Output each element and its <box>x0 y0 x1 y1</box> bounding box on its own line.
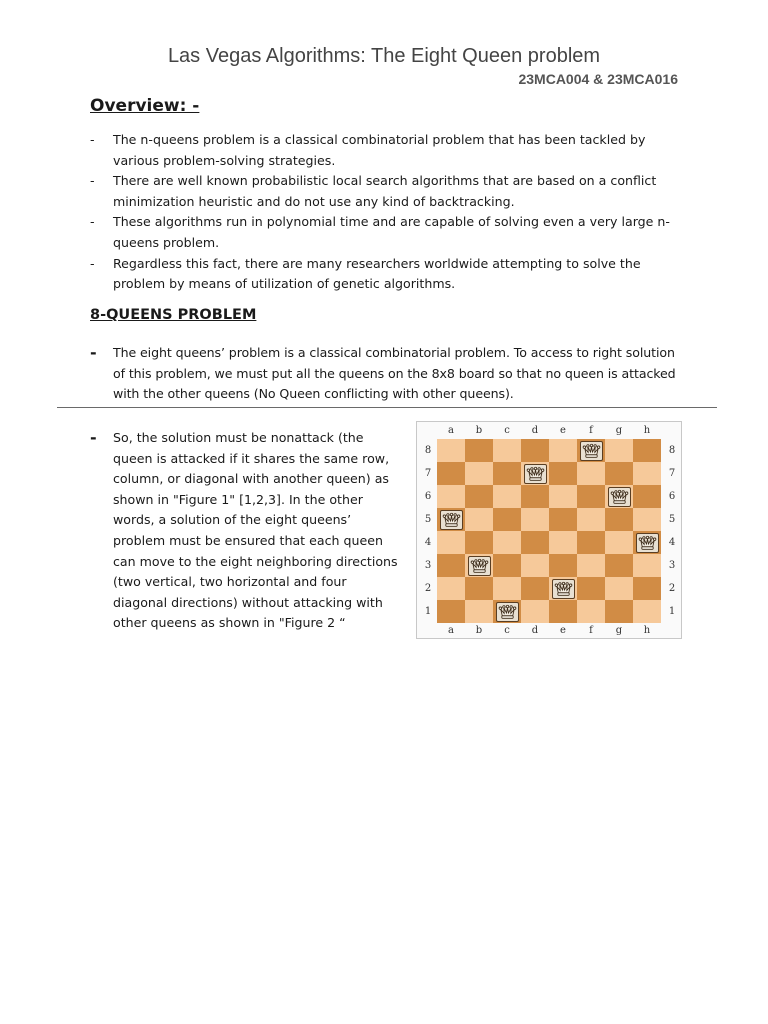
board-square-b2 <box>465 577 493 600</box>
board-square-d4 <box>521 531 549 554</box>
queen-icon <box>636 533 659 553</box>
rank-label: 1 <box>668 606 676 617</box>
board-square-a3 <box>437 554 465 577</box>
rank-label: 1 <box>424 606 432 617</box>
board-square-e3 <box>549 554 577 577</box>
list-item <box>90 171 690 212</box>
queen-icon <box>496 602 519 622</box>
file-label: b <box>475 625 483 636</box>
board-square-f8 <box>577 439 605 462</box>
board-square-c6 <box>493 485 521 508</box>
board-square-d3 <box>521 554 549 577</box>
rank-label: 3 <box>424 560 432 571</box>
board-square-f6 <box>577 485 605 508</box>
list-item-text: The eight queens’ problem is a classical combinatorial problem. To access to right solution of this problem, we must put all the queens on the 8x8 board so that no queen is attacked with the other queens (No Queen conflicting with other queens). <box>113 345 676 402</box>
file-label: e <box>560 625 566 636</box>
board-square-d1 <box>521 600 549 623</box>
board-square-c8 <box>493 439 521 462</box>
bullet-marker: - <box>90 255 95 271</box>
board-square-d2 <box>521 577 549 600</box>
queen-icon <box>580 441 603 461</box>
board-square-c7 <box>493 462 521 485</box>
board-square-f5 <box>577 508 605 531</box>
list-item <box>90 428 402 634</box>
board-square-f3 <box>577 554 605 577</box>
board-square-b3 <box>465 554 493 577</box>
rank-label: 4 <box>668 537 676 548</box>
queens-problem-heading: 8-QUEENS PROBLEM <box>90 307 257 323</box>
queen-icon <box>552 579 575 599</box>
chessboard <box>437 439 661 623</box>
board-square-h2 <box>633 577 661 600</box>
list-item <box>90 254 690 295</box>
queen-icon <box>440 510 463 530</box>
list-item-text: The n-queens problem is a classical combinatorial problem that has been tackled by various problem-solving strategies. <box>113 132 646 168</box>
overview-heading: Overview: - <box>90 96 200 116</box>
queen-icon <box>608 487 631 507</box>
queen-icon <box>468 556 491 576</box>
rank-label: 8 <box>668 445 676 456</box>
chessboard-figure <box>416 421 682 639</box>
board-square-h1 <box>633 600 661 623</box>
board-square-d8 <box>521 439 549 462</box>
board-square-e6 <box>549 485 577 508</box>
list-item-text: Regardless this fact, there are many researchers worldwide attempting to solve the problem by means of utilization of genetic algorithms. <box>113 255 641 292</box>
board-square-e7 <box>549 462 577 485</box>
board-square-e5 <box>549 508 577 531</box>
board-square-g6 <box>605 485 633 508</box>
board-square-c2 <box>493 577 521 600</box>
board-square-b5 <box>465 508 493 531</box>
rank-label: 4 <box>424 537 432 548</box>
bullet-marker: - <box>90 132 95 147</box>
rank-label: 2 <box>668 583 676 594</box>
board-square-g7 <box>605 462 633 485</box>
bullet-marker: - <box>90 428 97 447</box>
rank-label: 6 <box>668 491 676 502</box>
board-square-b6 <box>465 485 493 508</box>
rank-label: 5 <box>424 514 432 525</box>
board-square-c4 <box>493 531 521 554</box>
rank-labels-right <box>664 439 680 623</box>
file-label: d <box>531 625 539 636</box>
list-item-text: So, the solution must be nonattack (the queen is attacked if it shares the same row, column, or diagonal with another queen) as shown in "Figure 1" [1,2,3]. In the other words, a solution of the eight queens’ problem must be ensured that each queen can move to the eight neighboring directions (two vertical, two horizontal and four diagonal directions) without attacking with other queens as shown in "Figure 2 “ <box>113 430 398 631</box>
board-square-a4 <box>437 531 465 554</box>
board-square-b1 <box>465 600 493 623</box>
board-square-e1 <box>549 600 577 623</box>
file-label: h <box>643 625 651 636</box>
board-square-a1 <box>437 600 465 623</box>
file-labels-top <box>437 425 661 436</box>
board-square-c3 <box>493 554 521 577</box>
bullet-marker: - <box>90 343 97 362</box>
board-square-d7 <box>521 462 549 485</box>
board-square-a6 <box>437 485 465 508</box>
list-item <box>90 212 690 253</box>
file-label: f <box>589 625 593 636</box>
file-labels-bottom <box>437 625 661 636</box>
file-label: b <box>475 425 483 436</box>
board-square-c5 <box>493 508 521 531</box>
board-square-d5 <box>521 508 549 531</box>
file-label: c <box>504 625 510 636</box>
solution-list <box>90 428 402 634</box>
list-item <box>90 130 690 171</box>
board-square-g8 <box>605 439 633 462</box>
queens-problem-list <box>90 343 680 405</box>
board-square-f1 <box>577 600 605 623</box>
file-label: e <box>560 425 566 436</box>
rank-label: 7 <box>668 468 676 479</box>
board-square-f4 <box>577 531 605 554</box>
board-square-h4 <box>633 531 661 554</box>
file-label: c <box>504 425 510 436</box>
board-square-g2 <box>605 577 633 600</box>
rank-labels-left <box>420 439 436 623</box>
board-square-b4 <box>465 531 493 554</box>
rank-label: 7 <box>424 468 432 479</box>
board-square-e2 <box>549 577 577 600</box>
queen-icon <box>524 464 547 484</box>
board-square-b8 <box>465 439 493 462</box>
board-square-a8 <box>437 439 465 462</box>
file-label: a <box>448 625 454 636</box>
file-label: g <box>615 625 623 636</box>
board-square-h7 <box>633 462 661 485</box>
file-label: f <box>589 425 593 436</box>
author-ids: 23MCA004 & 23MCA016 <box>518 71 678 87</box>
bullet-marker: - <box>90 173 95 189</box>
board-square-g1 <box>605 600 633 623</box>
file-label: g <box>615 425 623 436</box>
rank-label: 8 <box>424 445 432 456</box>
board-square-g3 <box>605 554 633 577</box>
overview-list <box>90 130 690 295</box>
board-square-d6 <box>521 485 549 508</box>
board-square-h8 <box>633 439 661 462</box>
board-square-h3 <box>633 554 661 577</box>
document-title: Las Vegas Algorithms: The Eight Queen problem <box>167 45 601 67</box>
board-square-a7 <box>437 462 465 485</box>
board-square-e4 <box>549 531 577 554</box>
board-square-g4 <box>605 531 633 554</box>
board-square-b7 <box>465 462 493 485</box>
board-square-f2 <box>577 577 605 600</box>
rank-label: 5 <box>668 514 676 525</box>
list-item <box>90 343 680 405</box>
board-square-a5 <box>437 508 465 531</box>
bullet-marker: - <box>90 214 95 230</box>
board-square-c1 <box>493 600 521 623</box>
board-square-f7 <box>577 462 605 485</box>
rank-label: 3 <box>668 560 676 571</box>
rank-label: 2 <box>424 583 432 594</box>
board-square-a2 <box>437 577 465 600</box>
board-square-e8 <box>549 439 577 462</box>
board-square-h5 <box>633 508 661 531</box>
file-label: h <box>643 425 651 436</box>
list-item-text: There are well known probabilistic local search algorithms that are based on a conflict minimization heuristic and do not use any kind of backtracking. <box>113 173 657 209</box>
board-square-h6 <box>633 485 661 508</box>
file-label: d <box>531 425 539 436</box>
file-label: a <box>448 425 454 436</box>
board-square-g5 <box>605 508 633 531</box>
list-item-text: These algorithms run in polynomial time and are capable of solving even a very large n-queens problem. <box>113 214 670 250</box>
rank-label: 6 <box>424 491 432 502</box>
section-divider <box>57 407 717 408</box>
